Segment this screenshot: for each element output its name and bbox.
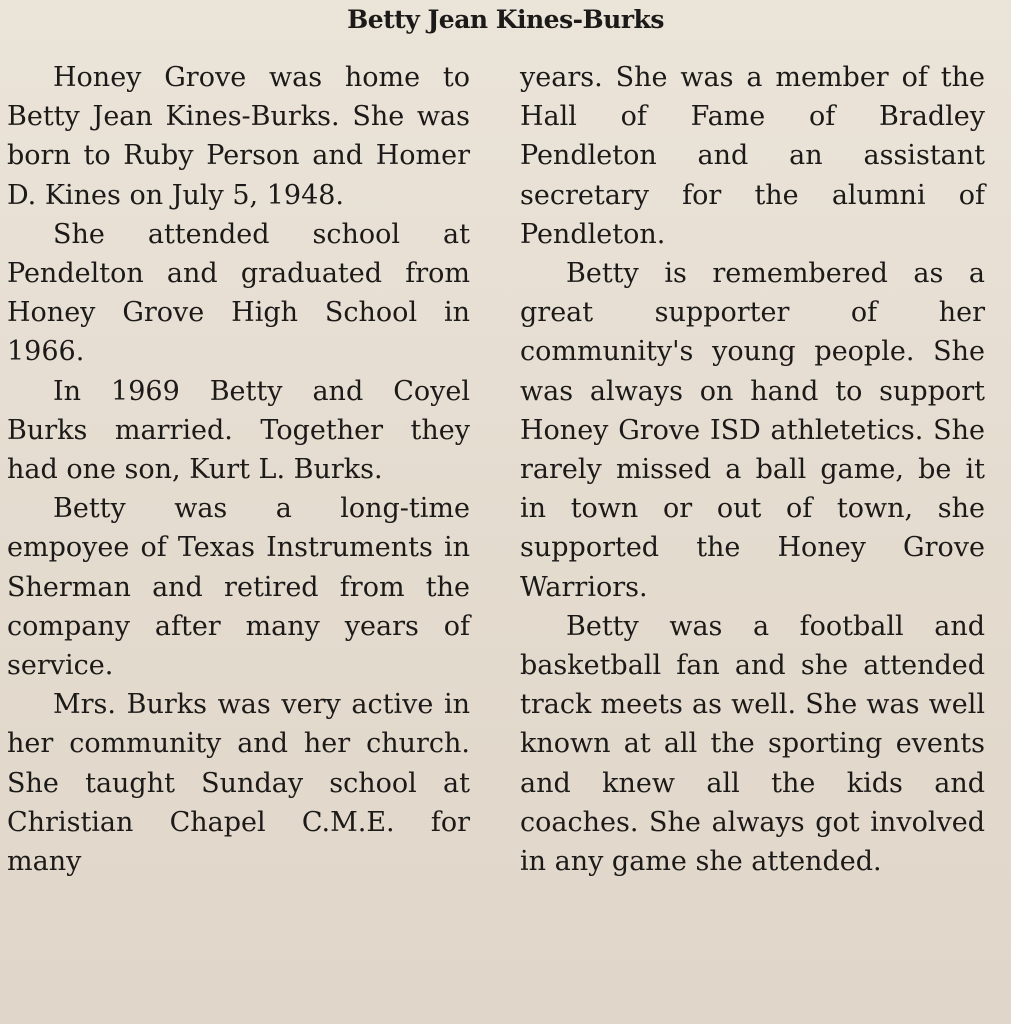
paragraph-school: She attended school at Pendelton and graduated from Honey Grove High School in 1966. xyxy=(7,218,470,368)
paragraph-sports-fan: Betty was a football and basketball fan and she attended track meets as well. She was well known at all the sporting events and knew all the kids and coaches. She always got involved in any game she attended. xyxy=(520,610,985,878)
paragraph-church-continued: years. She was a member of the Hall of Fame of Bradley Pendleton and an assistant secretary for the alumni of Pendleton. xyxy=(520,62,985,250)
paragraph-marriage: In 1969 Betty and Coyel Burks married. Together they had one son, Kurt L. Burks. xyxy=(7,375,470,486)
paragraph-church: Mrs. Burks was very active in her community and her church. She taught Sunday school at Christian Chapel C.M.E. for many xyxy=(7,689,470,878)
left-column xyxy=(7,58,470,881)
paragraph-birth: Honey Grove was home to Betty Jean Kines-Burks. She was born to Ruby Person and Homer D. Kines on July 5, 1948. xyxy=(7,62,470,211)
paragraph-employment: Betty was a long-time empoyee of Texas Instruments in Sherman and retired from the company after many years of service. xyxy=(7,493,470,682)
right-column xyxy=(520,58,985,881)
article-headline: Betty Jean Kines-Burks xyxy=(347,5,664,34)
paragraph-supporter: Betty is remembered as a great supporter of her community's young people. She was always on hand to support Honey Grove ISD athletetics. She rarely missed a ball game, be it in town or out of town, she supported the Honey Grove Warriors. xyxy=(520,258,985,603)
